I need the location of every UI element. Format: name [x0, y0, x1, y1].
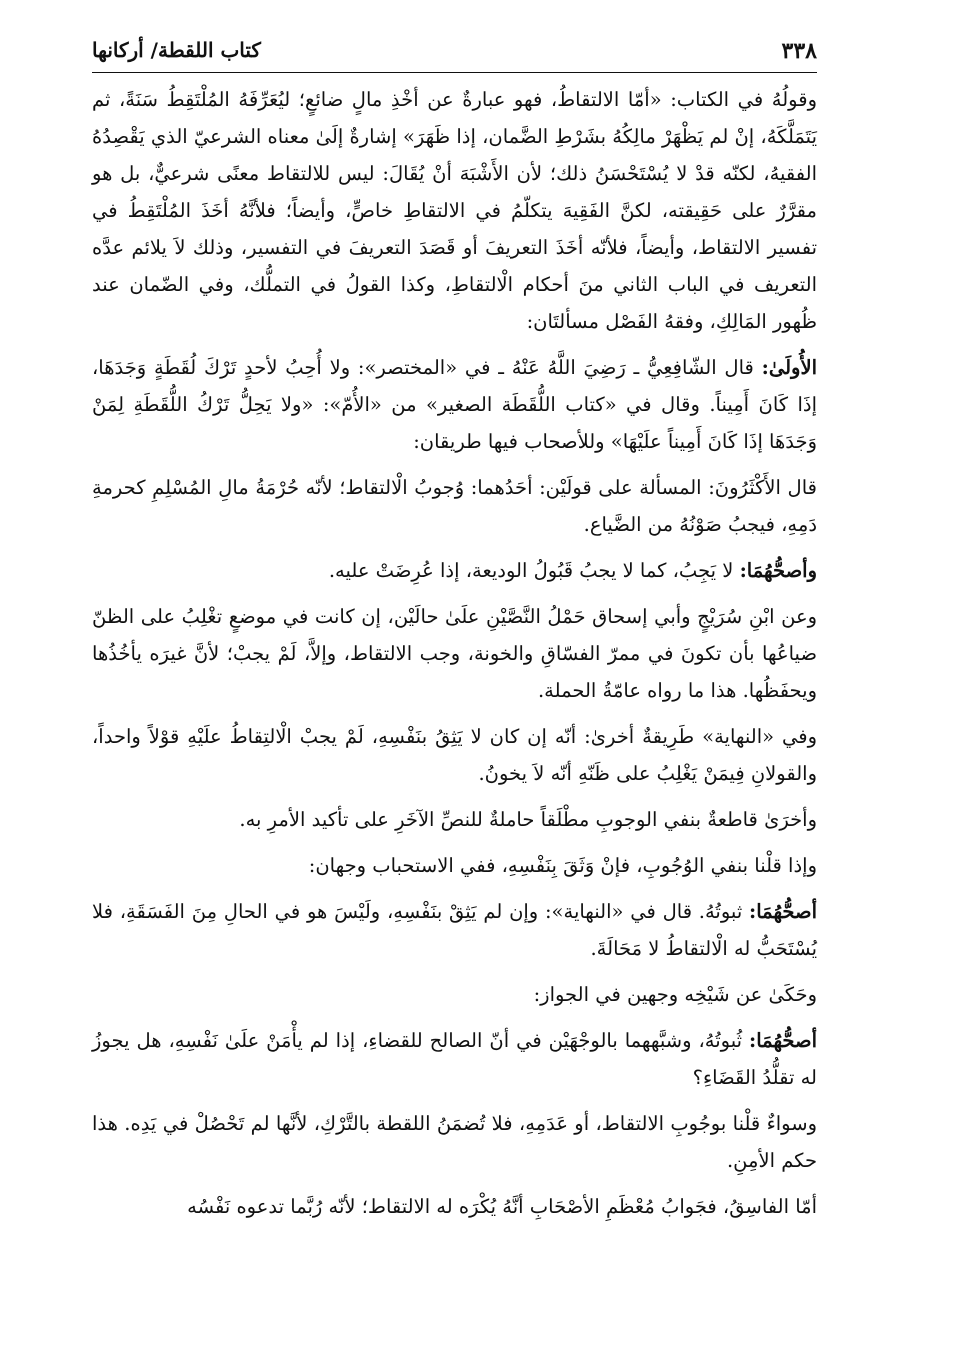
paragraph-5 — [92, 598, 817, 709]
running-title: كتاب اللقطة/ أركانها — [92, 38, 261, 62]
book-page — [92, 30, 817, 1330]
paragraph-lead: الأُولَىٰ: — [761, 356, 817, 379]
paragraph-text: وأخرَىٰ قاطعةٌ بنفي الوجوبِ مطْلَقاً حاملةٌ للنصِّ الآخَرِ على تأكيد الأمرِ به. — [239, 808, 817, 831]
paragraph-13 — [92, 1188, 817, 1225]
page-header — [92, 30, 817, 73]
paragraph-lead: أصحُّهُمَا: — [749, 1029, 817, 1052]
paragraph-text: وعن ابْنِ سُرَيْجٍ وأبي إسحاق حَمْلُ النَّصَّيْنِ علَىٰ حالَيْن، إن كانت في موضعٍ تغْلِبُ على الظنّ ضياعُها بأن تكونَ في ممرّ الفسّاقِ والخونة، وجب الالتقاط، وإلاَّ، لَمْ يجبْ؛ لأنَّ غيرَه يأخُذُها ويحفَظُها. هذا ما رواه عامّةُ الحملة. — [92, 605, 817, 702]
paragraph-text: قال الأَكْثَرُونَ: المسألة على قولَيْن: أحَدُهما: وُجوبُ الْالتقاط؛ لأنّه حُرْمَةُ مالِ المُسْلِمِ كحرمةِ دَمِهِ، فيجبُ صَوْنُهُ من الضَّياع. — [92, 476, 817, 536]
paragraph-lead: وأصحُّهُمَا: — [739, 559, 817, 582]
paragraph-3 — [92, 469, 817, 543]
paragraph-11 — [92, 1022, 817, 1096]
paragraph-text: لا يَجِبُ، كما لا يجبُ قَبُولُ الوديعة، إذا عُرِضَتْ عليه. — [328, 559, 740, 582]
paragraph-9 — [92, 893, 817, 967]
paragraph-10 — [92, 976, 817, 1013]
paragraph-text: وإذا قلْنا بنفي الوُجُوبِ، فإنْ وَثَقَ بِنَفْسِهِ، ففي الاستحباب وجهان: — [308, 854, 817, 877]
paragraph-text: وحَكَىٰ عن شَيْخِه وجهين في الجواز: — [533, 983, 817, 1006]
paragraph-6 — [92, 718, 817, 792]
page-number: ٣٣٨ — [781, 38, 817, 64]
paragraph-text: وفي «النهاية» طَرِيقةٌ أخرىٰ: أنّه إن كان لا يَثِقُ بنَفْسِهِ، لَمْ يجبْ الْالتِقاطُ علَيْهِ قوْلاً واحداً، والقولانِ فِيمَنْ يَغْلِبُ على ظَنّهِ أنّه لاَ يخونُ. — [92, 725, 817, 785]
paragraph-text: وقولُهُ في الكتاب: «أمّا الالتقاطُ، فهو عبارةٌ عن أخْذِ مالٍ ضائعٍ؛ ليُعَرِّفَهُ المُلْتَقِطُ سَنَةً، ثم يَتَمَلَّكَهُ، إنْ لم يَظْهَرْ مالِكُهُ بشَرْطِ الضَّمان، إذا ظَهَرَ» إشارةٌ إلَىٰ معناه الشرعيّ الذي يَقْصِدُهُ الفقيهُ، لكنّه قدْ لا يُسْتَحْسَنُ ذلك؛ لأن الأَشْبَهَ أنْ يُقَالَ: ليس للالتقاط معنًى شرعيٌّ، بل هو مقرَّرٌ على حَقِيقته، لكنَّ الفَقِيهَ يتكلّمُ في الالتقاطِ خاصٍّ، وأيضاً؛ فلأنَّهُ أخَذَ المُلْتَقِطُ في تفسير الالتقاط، وأيضاً، فلأنّه أخَذَ التعريفَ أو قَصَدَ التعريفَ في التفسير، وذلك لاَ يلائم عدَّه التعريف في الباب الثاني منَ أحكام الْالتقاطِ، وكذا القولُ في التملُّك، وفي الضّمان عند ظُهور المَالِكِ، وفقهُ الفَصْل مسألتَان: — [92, 88, 817, 333]
paragraph-12 — [92, 1105, 817, 1179]
paragraph-text: قال الشّافِعِيُّ ـ رَضِيَ اللَّهُ عَنْهُ ـ في «المختصر»: ولا أُحِبُ لأحدٍ تَرْكَ لُقَطَةٍ وَجَدَهَا، إذَا كَانَ أَمِيناً. وقال في «كتاب اللُّقَطَة الصغير» من «الأُمّ»: «ولا يَحِلُّ تَرْكُ اللُّقَطَةِ لِمَنْ وَجَدَهَا إذَا كَانَ أَمِيناً علَيْهَا» وللأصحاب فيها طريقان: — [92, 356, 817, 453]
paragraph-text: أمّا الفاسِقُ، فجَوابُ مُعْظَمِ الأصْحَابِ أنَّهُ يُكْرَه له الالتقاط؛ لأنّه رُبَّما تدعوه نَفْسُه — [187, 1195, 817, 1218]
paragraph-8 — [92, 847, 817, 884]
paragraph-text: ثُبوتُهُ، وشبَّههما بالوجْهَيْن في أنّ الصالح للقضاءِ، إذا لم يأْمَنْ علَىٰ نَفْسِهِ، هل يجوزُ له تقلُّدُ القَضَاءِ؟ — [92, 1029, 817, 1089]
paragraph-1 — [92, 81, 817, 340]
paragraph-text: وسواءٌ قلْنا بوجُوبِ الالتقاط، أو عَدَمِهِ، فلا تُضمَنُ اللقطة بالتَّرْكِ، لأنَّها لم تَحْصُلْ في يَدِه. هذا حكم الأمِنِ. — [92, 1112, 817, 1172]
paragraph-text: ثبوتُهُ. قال في «النهاية»: وإن لم يَثِقْ بنَفْسِهِ، ولَيْسَ هو في الحالِ مِنَ الفَسَقَةِ، فلا يُسْتَحَبُّ له الْالتقاطُ لا مَحَالَةَ. — [92, 900, 817, 960]
paragraph-4 — [92, 552, 817, 589]
paragraph-2 — [92, 349, 817, 460]
paragraph-lead: أصحُّهُمَا: — [749, 900, 817, 923]
page-body — [92, 73, 817, 1225]
paragraph-7 — [92, 801, 817, 838]
